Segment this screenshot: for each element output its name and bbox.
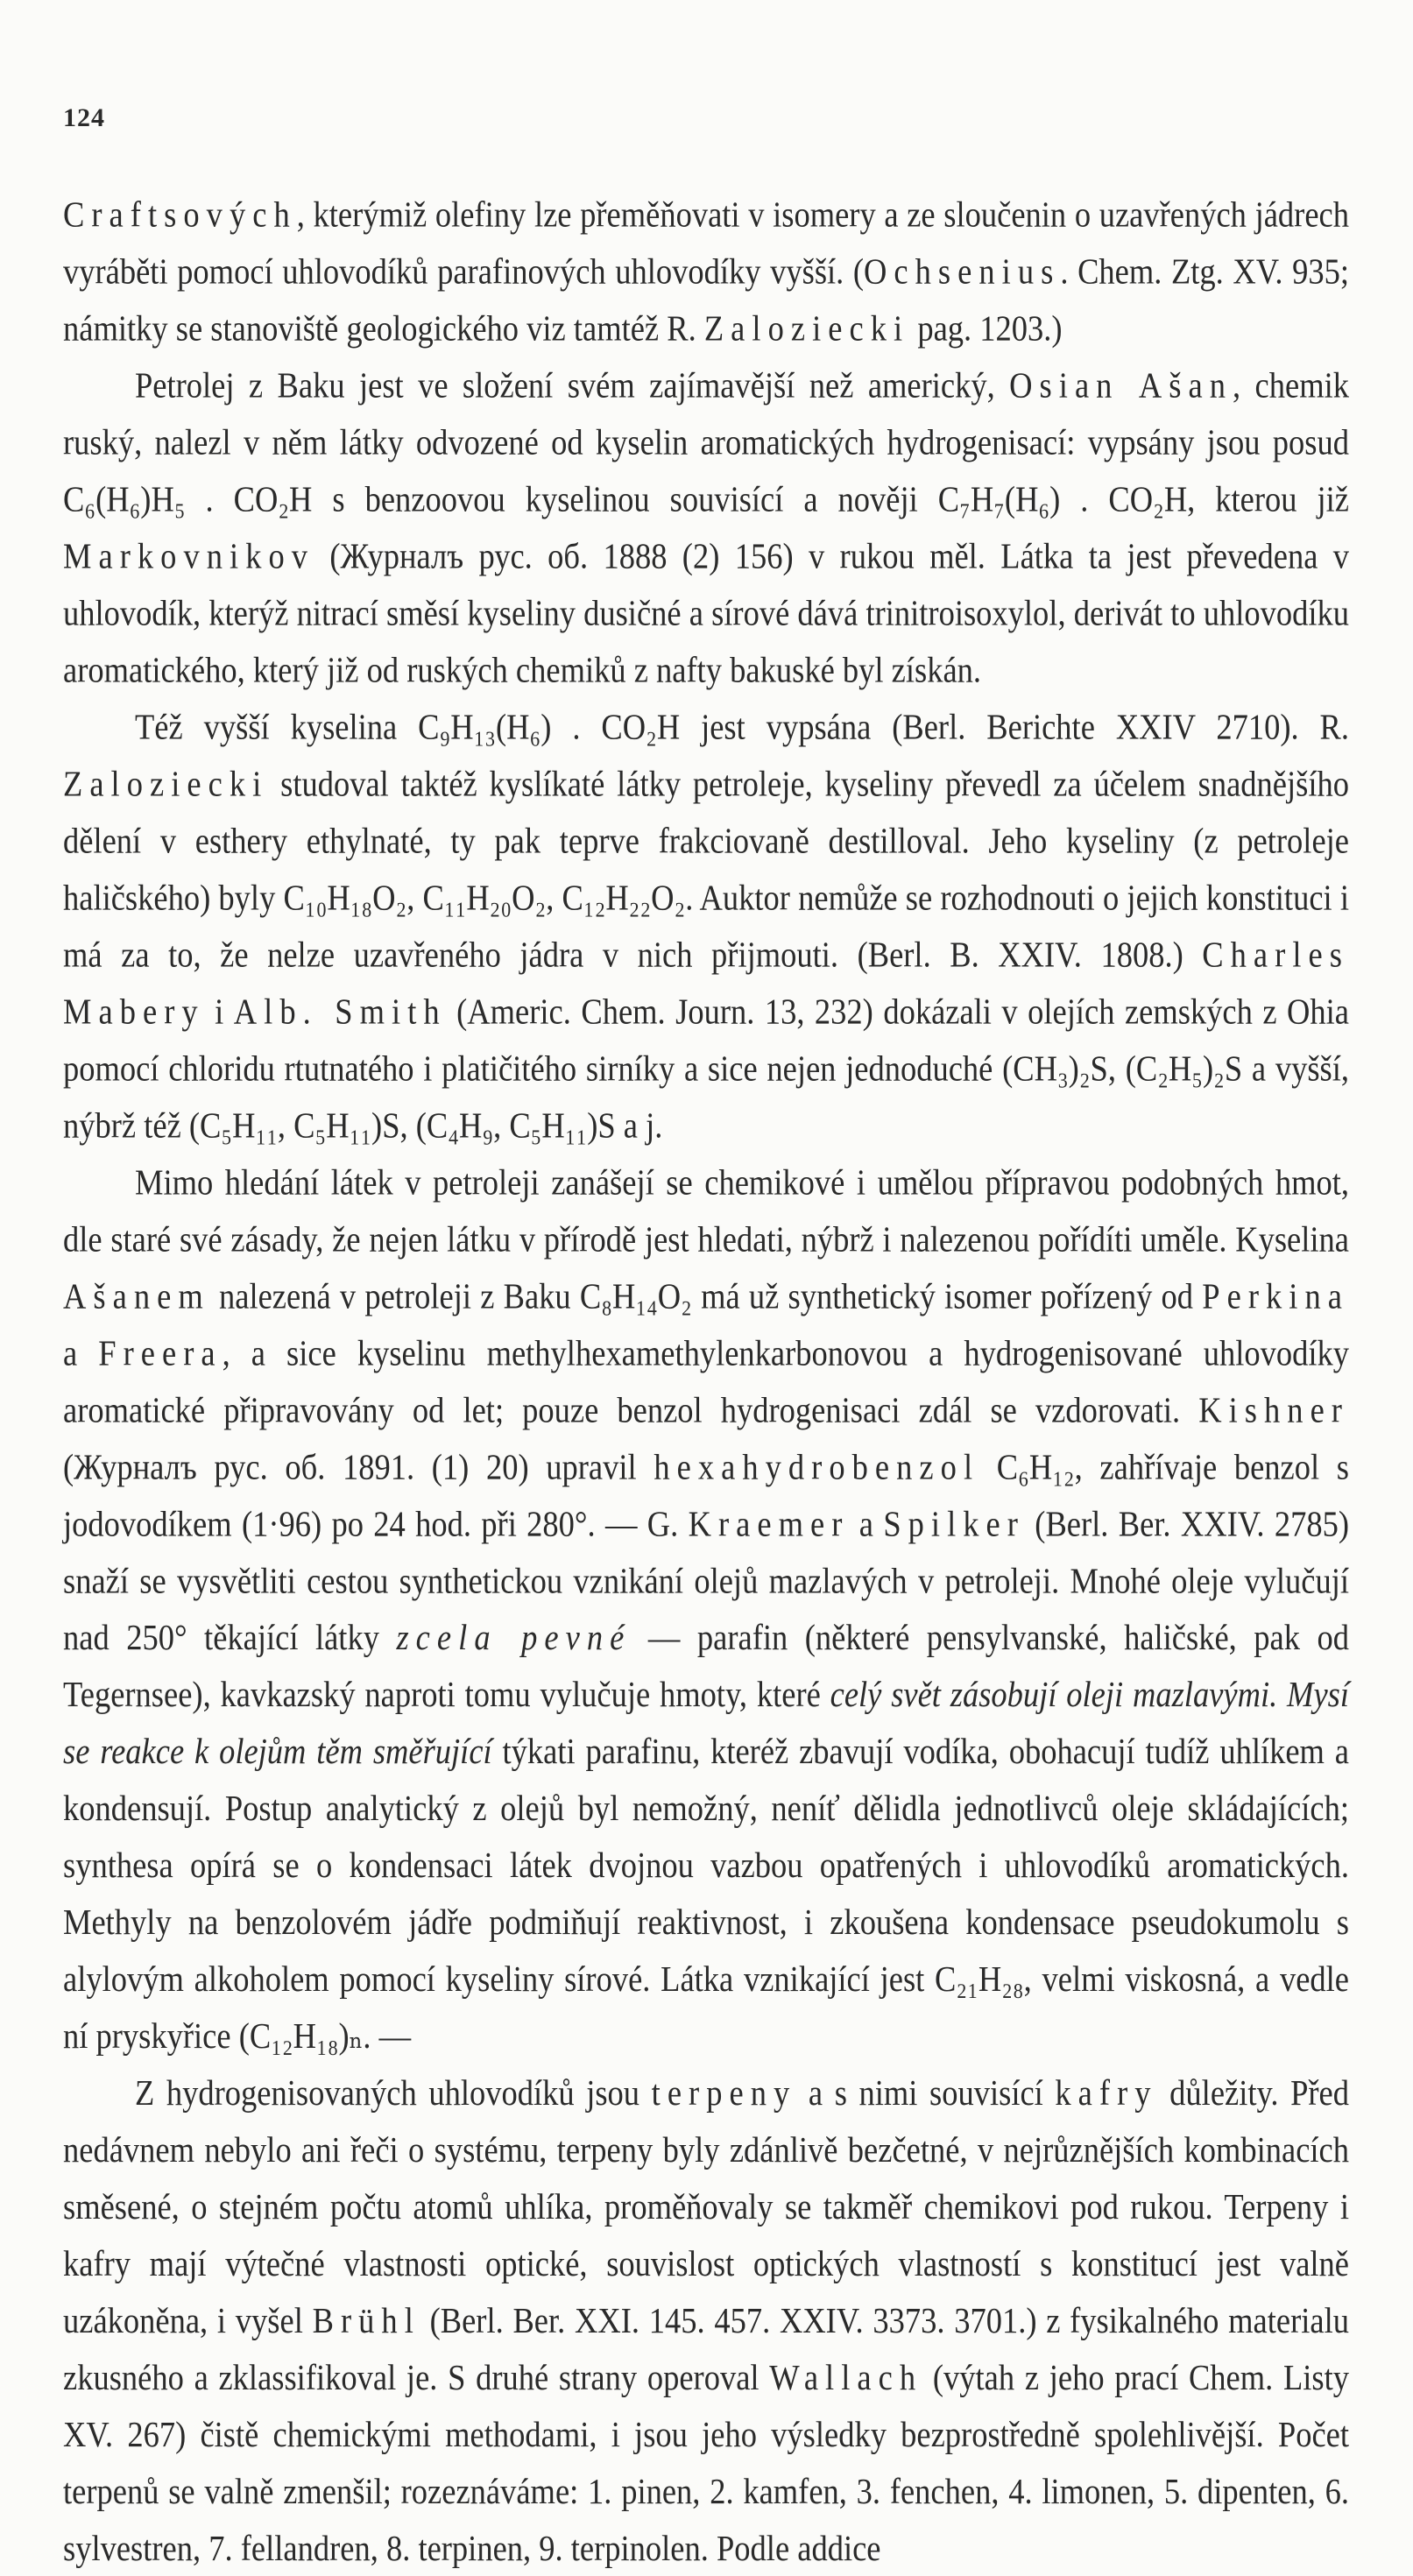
emphasized-text: Ašanem bbox=[63, 1274, 210, 1316]
emphasized-text: Perkina bbox=[1202, 1274, 1349, 1316]
emphasized-text: Alb. Smith bbox=[233, 990, 447, 1032]
text-run: (Журналъ рус. об. 1891. (1) 20) upravil bbox=[63, 1445, 654, 1487]
paragraph-2 bbox=[63, 356, 1349, 698]
paragraph-3 bbox=[63, 698, 1349, 1154]
paragraph-5 bbox=[63, 2064, 1349, 2576]
emphasized-text: hexahydrobenzol bbox=[654, 1445, 980, 1487]
paragraph-4 bbox=[63, 1154, 1349, 2064]
text-run: (Berl. Ber. XXIV. 2785) snaží se vysvětliti cestou synthetickou vznikání olejů mazlavých v petroleji. Mnohé oleje vylučují nad 250° těkající látky bbox=[63, 1502, 1349, 1658]
emphasized-text: Wallach bbox=[769, 2356, 923, 2398]
text-run: nalezená v petroleji z Baku C₈H₁₄O₂ má už synthetický isomer pořízený od bbox=[209, 1274, 1203, 1316]
emphasized-text: Charles Mabery bbox=[63, 933, 1349, 1032]
paragraph-1 bbox=[63, 186, 1349, 356]
emphasized-text: Zaloziecki bbox=[703, 307, 910, 349]
emphasized-text: Zaloziecki bbox=[63, 762, 269, 804]
emphasized-text: Osian Ašan bbox=[1009, 364, 1233, 406]
emphasized-text: Brühl bbox=[312, 2299, 420, 2341]
emphasized-text: Freera bbox=[98, 1331, 223, 1373]
text-run: — parafin (některé pensylvanské, haličské, pak od Tegernsee), kavkazský naproti tomu vylučuje hmoty, které bbox=[63, 1616, 1349, 1715]
emphasized-text: Craftsových bbox=[63, 194, 297, 235]
text-run: Též vyšší kyselina C₉H₁₃(H₆) . CO₂H jest vypsána (Berl. Berichte XXIV 2710). R. bbox=[135, 705, 1349, 747]
text-run: (Журналъ рус. об. 1888 (2) 156) v rukou měl. Látka ta jest převedena v uhlovodík, kterýž nitrací směsí kyseliny dusičné a sírové dává trinitroisoxylol, derivát to uhlovodíku aromatického, který již od ruských chemiků z nafty bakuské byl získán. bbox=[63, 535, 1349, 690]
text-run: pag. 1203.) bbox=[909, 307, 1063, 349]
emphasized-text: kafry bbox=[1055, 2071, 1158, 2114]
text-run: Petrolej z Baku jest ve složení svém zajímavější než americký, bbox=[135, 364, 1010, 406]
text-run: důležity. Před nedávnem nebylo ani řeči o systému, terpeny byly zdánlivě bezčetné, v nejrůznějších kombinacích směsené, o stejném počtu atomů uhlíka, proměňovaly se takměř chemikovi pod rukou. Terpeny i kafry mají výtečné vlastnosti optické, souvislost optických vlastností s konstitucí jest valně uzákoněna, i vyšel bbox=[63, 2071, 1349, 2341]
text-run: (Americ. Chem. Journ. 13, 232) dokázali v olejích zemských z Ohia pomocí chloridu rtutnatého i platičitého sirníky a sice nejen jednoduché (CH₃)₂S, (C₂H₅)₂S a vyšší, nýbrž též (C₅H₁₁, C₅H₁₁)S, (C₄H₉, C₅H₁₁)S a j. bbox=[63, 990, 1349, 1146]
text-run: , a sice kyselinu methylhexamethylenkarbonovou a hydrogenisované uhlovodíky aromatické připravovány od let; pouze benzol hydrogenisaci zdál se vzdorovati. bbox=[63, 1331, 1349, 1430]
text-run: i bbox=[204, 990, 234, 1032]
text-run: a s nimi souvisící bbox=[796, 2071, 1056, 2114]
text-run: týkati parafinu, kteréž zbavují vodíka, obohacují tudíž uhlíkem a kondensují. Postup analytický z olejů byl nemožný, neníť dělidla jednotlivců oleje skládajících; synthesa opírá se o kondensaci látek dvojnou vazbou opatřených i uhlovodíků aromatických. Methyly na benzolovém jádře podmiňují reaktivnost, i zkoušena kondensace pseudokumolu s alylovým alkoholem pomocí kyseliny sírové. Látka vznikající jest C₂₁H₂₈, velmi viskosná, a vedle ní pryskyřice (C₁₂H₁₈)ₙ. — bbox=[63, 1730, 1349, 2057]
emphasized-text: zcela pevné bbox=[396, 1616, 632, 1658]
text-run: a bbox=[849, 1502, 884, 1544]
emphasized-text: terpeny bbox=[651, 2071, 797, 2114]
emphasized-text: Spilker bbox=[883, 1502, 1025, 1544]
text-run: (výtah z jeho prací Chem. Listy XV. 267) čistě chemickými methodami, i jsou jeho výsledky bezprostředně spolehlivější. Počet terpenů se valně zmenšil; rozeznáváme: 1. pinen, 2. kamfen, 3. fenchen, 4. limonen, 5. dipenten, 6. sylvestren, 7. fellandren, 8. terpinen, 9. terpinolen. Podle addice bbox=[63, 2356, 1349, 2569]
text-run: studoval taktéž kyslíkaté látky petroleje, kyseliny převedl za účelem snadnějšího dělení v esthery ethylnaté, ty pak teprve frakciovaně destilloval. Jeho kyseliny (z petroleje haličského) byly C₁₀H₁₈O₂, C₁₁H₂₀O₂, C₁₂H₂₂O₂. Auktor nemůže se rozhodnouti o jejich konstituci i má za to, že nelze uzavřeného jádra v nich přijmouti. (Berl. B. XXIV. 1808.) bbox=[63, 762, 1349, 975]
emphasized-text: Markovnikov bbox=[63, 535, 315, 576]
page-number: 124 bbox=[63, 103, 105, 132]
text-run: Mimo hledání látek v petroleji zanášejí se chemikové i umělou přípravou podobných hmot, dle staré své zásady, že nejen látku v přírodě jest hledati, nýbrž i nalezenou pořídíti uměle. Kyselina bbox=[63, 1161, 1349, 1260]
emphasized-text: Kraemer bbox=[688, 1502, 850, 1544]
text-run: , kterýmiž olefiny lze přeměňovati v isomery a ze sloučenin o uzavřených jádrech vyráběti pomocí uhlovodíků parafinových uhlovodíky vyšší. ( bbox=[63, 194, 1349, 292]
body-text bbox=[63, 186, 1349, 2576]
text-run: Z hydrogenisovaných uhlovodíků jsou bbox=[135, 2071, 652, 2114]
emphasized-text: Kishner bbox=[1198, 1388, 1349, 1430]
text-run: (Berl. Ber. XXI. 145. 457. XXIV. 3373. 3701.) z fysikalného materialu zkusného a zklassifikoval je. S druhé strany operoval bbox=[63, 2299, 1349, 2398]
emphasized-text: celý svět zásobují oleji mazlavými. Mysí se reakce k olejům těm směřující bbox=[63, 1673, 1349, 1772]
text-run: a bbox=[63, 1331, 99, 1373]
text-run: . Chem. Ztg. XV. 935; námitky se stanoviště geologického viz tamtéž R. bbox=[63, 251, 1349, 349]
text-run: , chemik ruský, nalezl v něm látky odvozené od kyselin aromatických hydrogenisací: vypsány jsou posud C₆(H₆)H₅ . CO₂H s benzoovou kyselinou souvisící a nověji C₇H₇(H₆) . CO₂H, kterou již bbox=[63, 364, 1349, 519]
emphasized-text: Ochsenius bbox=[864, 251, 1061, 292]
text-run: C₆H₁₂, zahřívaje benzol s jodovodíkem (1·96) po 24 hod. při 280°. — G. bbox=[63, 1445, 1349, 1544]
